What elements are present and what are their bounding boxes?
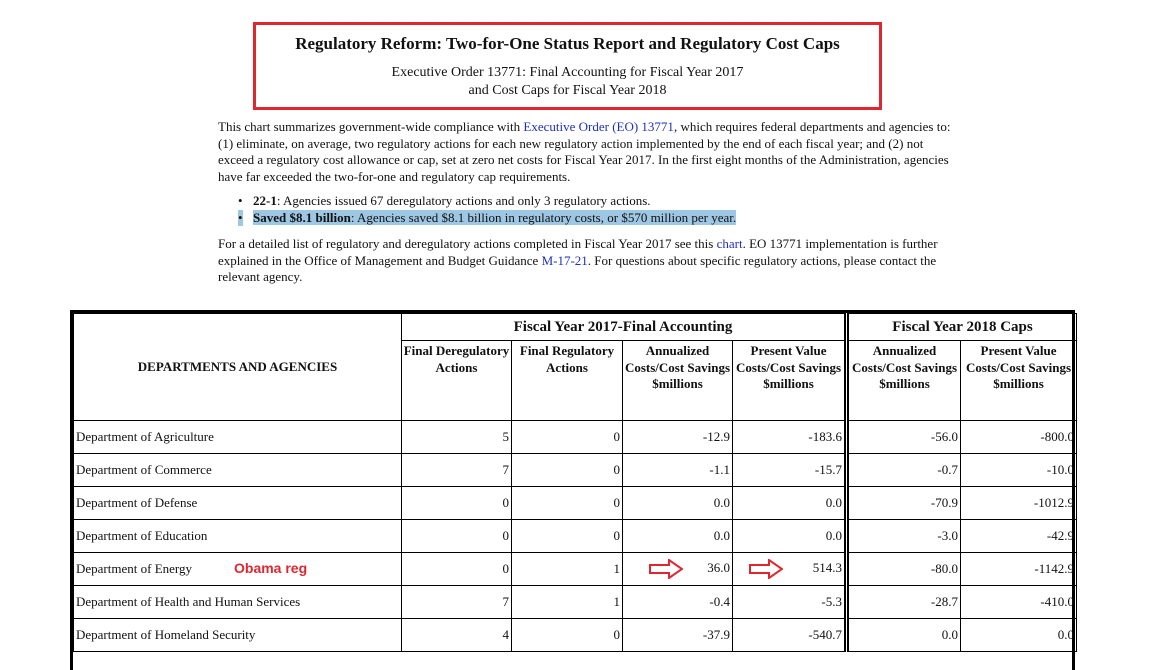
dept-name: Department of Commerce (74, 454, 402, 487)
dept-name: Department of Energy (76, 561, 192, 576)
cell-deregulatory: 0 (402, 553, 512, 586)
page-title: Regulatory Reform: Two-for-One Status Report and Regulatory Cost Caps (295, 34, 840, 53)
cell-deregulatory: 4 (402, 619, 512, 652)
data-table (73, 313, 1077, 652)
highlight-selection (253, 210, 736, 225)
cell-annualized-2018: -0.7 (847, 454, 961, 487)
col-annualized-2017: Annualized Costs/Cost Savings $millions (623, 341, 733, 421)
cell-annualized-2017: 0.0 (623, 487, 733, 520)
cell-regulatory: 0 (512, 421, 623, 454)
cell-present-value-2017: 0.0 (733, 520, 847, 553)
cell-regulatory: 0 (512, 454, 623, 487)
obama-reg-annotation: Obama reg (234, 560, 308, 576)
cell-deregulatory: 7 (402, 454, 512, 487)
col-final-deregulatory: Final Deregulatory Actions (402, 341, 512, 421)
cell-present-value-2018: -800.0 (961, 421, 1077, 454)
dept-name: Department of Defense (74, 487, 402, 520)
cell-deregulatory: 0 (402, 487, 512, 520)
cell-regulatory: 0 (512, 619, 623, 652)
table-row (74, 553, 1077, 586)
cell-annualized-2018: -3.0 (847, 520, 961, 553)
red-arrow-icon (749, 559, 783, 579)
cell-present-value-2018: -410.0 (961, 586, 1077, 619)
cell-regulatory: 0 (512, 487, 623, 520)
cell-regulatory: 1 (512, 553, 623, 586)
accounting-table (70, 310, 1075, 670)
cell-annualized-2017: -0.4 (623, 586, 733, 619)
dept-name: Department of Agriculture (74, 421, 402, 454)
departments-header: DEPARTMENTS AND AGENCIES (74, 314, 402, 421)
cell-present-value-2018: -1012.9 (961, 487, 1077, 520)
cell-deregulatory: 0 (402, 520, 512, 553)
cell-annualized-2017 (623, 553, 733, 586)
summary-bullets (238, 193, 958, 226)
dept-name: Department of Health and Human Services (74, 586, 402, 619)
bullet-text: : Agencies saved $8.1 billion in regulatory costs, or $570 million per year. (350, 209, 737, 225)
cell-present-value-2018: -42.9 (961, 520, 1077, 553)
cell-annualized-2018: -70.9 (847, 487, 961, 520)
bullet-bold: Saved $8.1 billion (253, 209, 351, 225)
col-final-regulatory: Final Regulatory Actions (512, 341, 623, 421)
dept-name: Department of Education (74, 520, 402, 553)
bullet-22-1 (238, 193, 958, 210)
fy2018-group-header: Fiscal Year 2018 Caps (847, 314, 1077, 341)
table-row (74, 421, 1077, 454)
cell-annualized-2018: -28.7 (847, 586, 961, 619)
col-present-value-2017: Present Value Costs/Cost Savings $millions (733, 341, 847, 421)
cell-annualized-2017: -37.9 (623, 619, 733, 652)
cell-value: 36.0 (707, 559, 730, 575)
table-row (74, 454, 1077, 487)
cell-regulatory: 1 (512, 586, 623, 619)
intro-text-2: , which requires federal departments and agencies to: (1) eliminate, on average, two regulatory actions for each new regulatory action implemented by the end of each fiscal year; and (2) not exceed a regulatory cost allowance or cap, set at zero net costs for Fiscal Year 2017. In the first eight months of the Administration, agencies have far exceeded the two-for-one and regulatory cap requirements. (218, 119, 951, 184)
table-row (74, 619, 1077, 652)
details-paragraph (218, 236, 958, 286)
col-present-value-2018: Present Value Costs/Cost Savings $millions (961, 341, 1077, 421)
subtitle-line-2: and Cost Caps for Fiscal Year 2018 (468, 83, 667, 98)
subtitle-line-1: Executive Order 13771: Final Accounting for Fiscal Year 2017 (391, 65, 744, 80)
cell-deregulatory: 5 (402, 421, 512, 454)
cell-present-value-2018: 0.0 (961, 619, 1077, 652)
cell-regulatory: 0 (512, 520, 623, 553)
bullet-bold: 22-1 (253, 193, 277, 208)
bullet-dot: • (238, 209, 243, 225)
cell-present-value-2017: -15.7 (733, 454, 847, 487)
intro-paragraph (218, 119, 958, 185)
cell-annualized-2018: -56.0 (847, 421, 961, 454)
cell-deregulatory: 7 (402, 586, 512, 619)
group-header-row (74, 314, 1077, 341)
dept-cell (74, 553, 402, 586)
cell-present-value-2018: -1142.9 (961, 553, 1077, 586)
cell-annualized-2018: 0.0 (847, 619, 961, 652)
cell-present-value-2018: -10.0 (961, 454, 1077, 487)
title-box (253, 22, 882, 110)
intro-text-1: This chart summarizes government-wide compliance with (218, 119, 524, 134)
m-17-21-link[interactable]: M-17-21 (541, 252, 588, 268)
red-arrow-icon (649, 559, 683, 579)
details-text-1: For a detailed list of regulatory and deregulatory actions completed in Fiscal Year 2017 see this (218, 236, 717, 251)
details-text-2: . EO 13771 implementation is further explained in the Office of Management and Budget Guidance (218, 236, 938, 268)
cell-present-value-2017: 0.0 (733, 487, 847, 520)
cell-annualized-2017: -12.9 (623, 421, 733, 454)
table-row (74, 586, 1077, 619)
page-subtitle (256, 64, 879, 100)
chart-link[interactable]: chart (716, 236, 743, 251)
cell-annualized-2017: -1.1 (623, 454, 733, 487)
table-row (74, 487, 1077, 520)
bullet-dot: • (238, 193, 243, 208)
bullet-saved (238, 210, 958, 227)
cell-present-value-2017: -540.7 (733, 619, 847, 652)
cell-annualized-2017: 0.0 (623, 520, 733, 553)
bullet-text: : Agencies issued 67 deregulatory actions and only 3 regulatory actions. (276, 193, 651, 208)
cell-annualized-2018: -80.0 (847, 553, 961, 586)
details-text-3: . For questions about specific regulatory actions, please contact the relevant agency. (218, 252, 937, 284)
dept-name: Department of Homeland Security (74, 619, 402, 652)
fy2017-group-header: Fiscal Year 2017-Final Accounting (402, 314, 847, 341)
table-row (74, 520, 1077, 553)
col-annualized-2018: Annualized Costs/Cost Savings $millions (847, 341, 961, 421)
cell-present-value-2017: -183.6 (733, 421, 847, 454)
cell-present-value-2017: -5.3 (733, 586, 847, 619)
cell-present-value-2017 (733, 553, 847, 586)
cell-value: 514.3 (812, 559, 842, 575)
eo-13771-link[interactable]: Executive Order (EO) 13771 (523, 119, 674, 134)
